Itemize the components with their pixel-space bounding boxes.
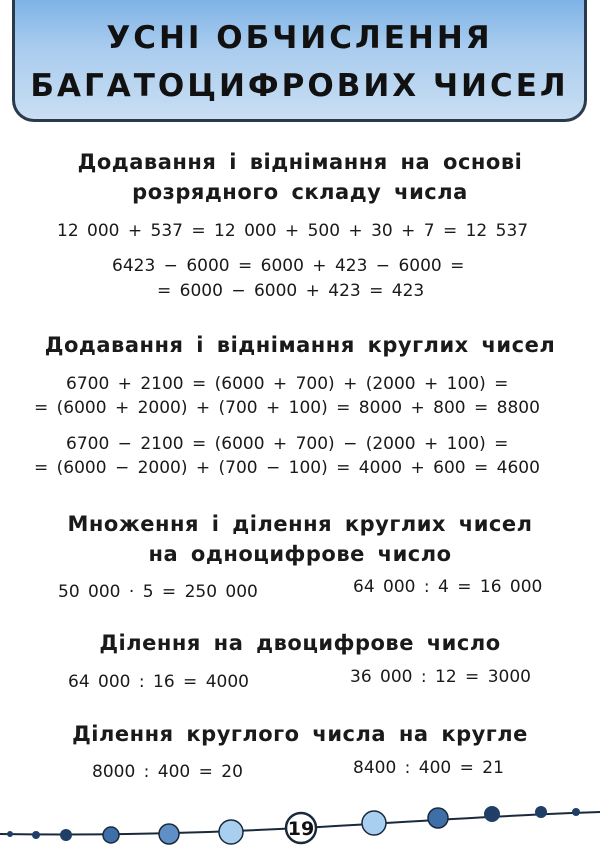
footer-dot: [32, 831, 40, 839]
banner-title-line2: БАГАТОЦИФРОВИХ ЧИСЕЛ: [30, 68, 569, 104]
section-title-add-sub-digits-2: розрядного складу числа: [132, 180, 468, 204]
footer-dot: [60, 829, 72, 841]
equation: = (6000 − 2000) + (700 − 100) = 4000 + 600 = 4600: [34, 458, 540, 478]
footer-dot: [362, 811, 386, 835]
equation: = (6000 + 2000) + (700 + 100) = 8000 + 800 = 8800: [34, 398, 540, 418]
footer-dot: [103, 827, 119, 843]
footer-dot: [535, 806, 547, 818]
equation: 6423 − 6000 = 6000 + 423 − 6000 =: [112, 256, 465, 276]
section-title-div-round-by-round: Ділення круглого числа на кругле: [72, 722, 528, 746]
equation: 8000 : 400 = 20: [92, 762, 243, 782]
footer-dot: [428, 808, 448, 828]
equation: = 6000 − 6000 + 423 = 423: [157, 281, 425, 301]
equation: 6700 + 2100 = (6000 + 700) + (2000 + 100) =: [66, 374, 509, 394]
footer-dot: [7, 831, 13, 837]
equation: 50 000 · 5 = 250 000: [58, 582, 258, 602]
footer-dot: [484, 806, 500, 822]
page-number: 19: [287, 818, 315, 840]
equation: 6700 − 2100 = (6000 + 700) − (2000 + 100) =: [66, 434, 509, 454]
section-title-mul-div-round-1: Множення і ділення круглих чисел: [67, 512, 533, 536]
page-footer: [0, 790, 600, 859]
banner-title-line1: УСНІ ОБЧИСЛЕННЯ: [106, 20, 493, 56]
section-title-mul-div-round-2: на одноцифрове число: [148, 542, 452, 566]
section-title-div-two-digit: Ділення на двоцифрове число: [99, 631, 501, 655]
equation: 12 000 + 537 = 12 000 + 500 + 30 + 7 = 12 537: [57, 221, 529, 241]
equation: 64 000 : 4 = 16 000: [353, 577, 543, 597]
footer-decoration: [0, 790, 600, 859]
equation: 36 000 : 12 = 3000: [350, 667, 531, 687]
section-title-add-sub-digits-1: Додавання і віднімання на основі: [77, 150, 523, 174]
footer-dot: [159, 824, 179, 844]
section-title-add-sub-round: Додавання і віднімання круглих чисел: [44, 333, 556, 357]
title-banner: [12, 0, 587, 122]
equation: 64 000 : 16 = 4000: [68, 672, 249, 692]
equation: 8400 : 400 = 21: [353, 758, 504, 778]
footer-dot: [219, 820, 243, 844]
footer-dot: [572, 808, 580, 816]
